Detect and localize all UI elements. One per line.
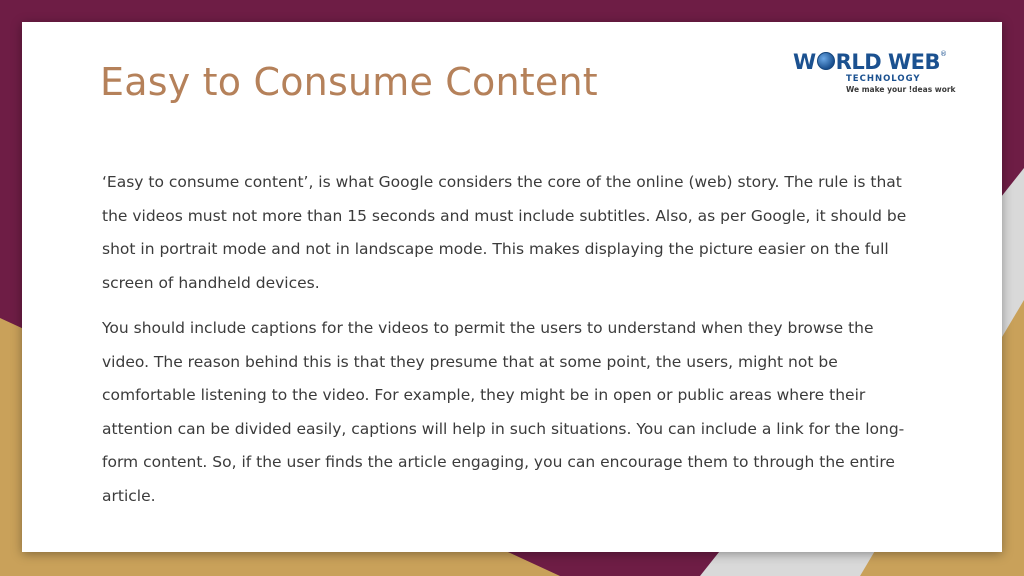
logo-wordmark: [793, 50, 940, 74]
logo-wordmark-part1: W: [793, 50, 816, 74]
registered-mark: ®: [940, 50, 947, 58]
logo-subtitle: TECHNOLOGY: [846, 74, 921, 84]
logo-wordmark-part2: RLD WEB: [835, 50, 940, 74]
company-logo: [790, 48, 956, 98]
logo-tagline: We make your !deas work: [846, 85, 956, 94]
body-paragraph-1: ‘Easy to consume content’, is what Google considers the core of the online (web) story. The rule is that the videos must not more than 15 seconds and must include subtitles. Also, as per Google, it should be shot in portrait mode and not in landscape mode. This makes displaying the picture easier on the full screen of handheld devices.: [102, 173, 907, 292]
slide-card: [22, 22, 1002, 552]
globe-icon: [817, 52, 835, 70]
slide-title: Easy to Consume Content: [100, 60, 598, 104]
slide-body: [102, 166, 922, 525]
body-paragraph-2: You should include captions for the videos to permit the users to understand when they browse the video. The reason behind this is that they presume that at some point, the users, might not be comfortable listening to the video. For example, they might be in open or public areas where their attention can be divided easily, captions will help in such situations. You can include a link for the long-form content. So, if the user finds the article engaging, you can encourage them to through the entire article.: [102, 319, 905, 505]
